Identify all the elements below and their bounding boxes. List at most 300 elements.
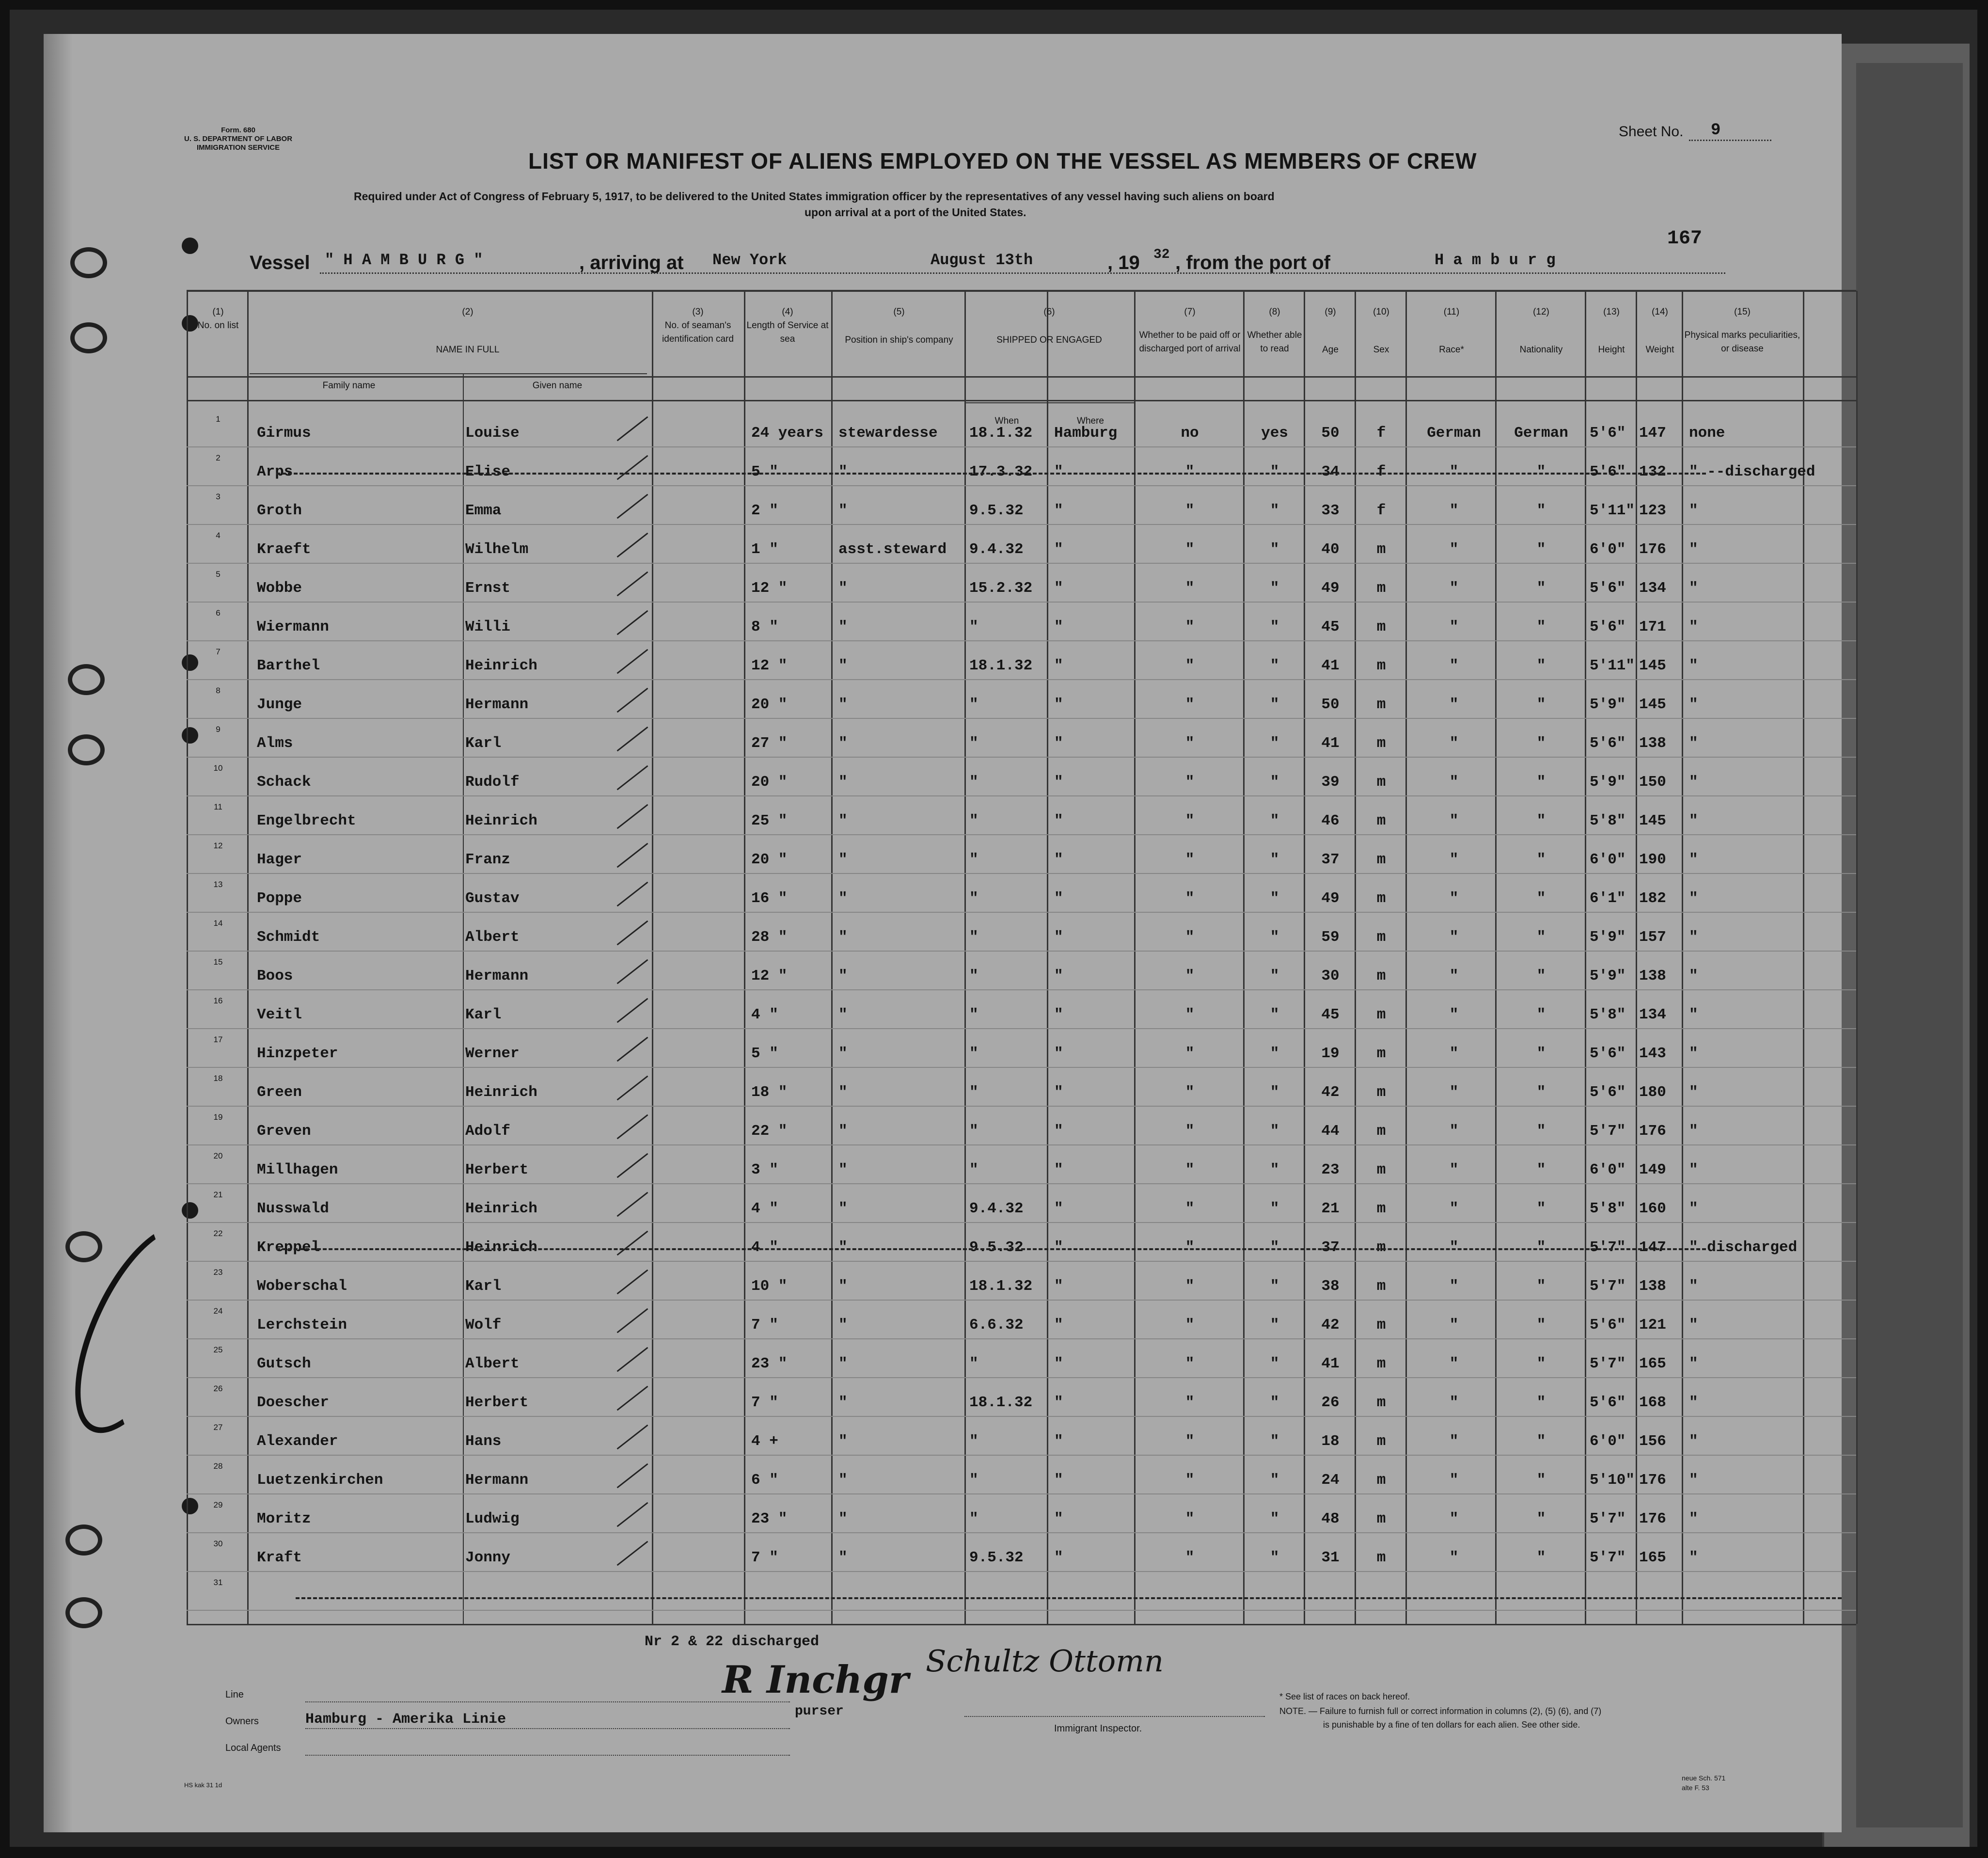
cell-paid: ": [1185, 1045, 1195, 1062]
cell-where: ": [1054, 1123, 1063, 1140]
cell-given: Jonny: [465, 1549, 511, 1566]
cell-service: 18 ": [751, 1084, 788, 1101]
cell-when: ": [969, 1355, 978, 1372]
cell-nat: ": [1536, 1006, 1546, 1023]
column-rule: [1355, 291, 1356, 1624]
cell-given: Gustav: [465, 890, 520, 907]
cell-nat: ": [1536, 1549, 1546, 1566]
cell-given: Heinrich: [465, 1200, 537, 1217]
cell-height: 5'7": [1590, 1549, 1626, 1566]
cell-read: ": [1270, 851, 1279, 868]
row-rule: [187, 446, 1856, 447]
col-2-header: (2) NAME IN FULL: [436, 307, 500, 355]
cell-given: Hans: [465, 1433, 502, 1450]
row-rule: [187, 795, 1856, 796]
cell-weight: 134: [1639, 580, 1666, 597]
row-rule: [187, 602, 1856, 603]
cell-given: Franz: [465, 851, 511, 868]
cell-height: 5'7": [1590, 1278, 1626, 1295]
cell-n: 14: [213, 919, 223, 928]
cell-sex: m: [1376, 1239, 1386, 1256]
row-rule: [187, 1455, 1856, 1456]
binder-ring: [68, 734, 105, 765]
cell-weight: 176: [1639, 1472, 1666, 1489]
cell-position: ": [838, 619, 848, 635]
cell-race: ": [1449, 1317, 1459, 1334]
cell-when: 15.2.32: [969, 580, 1033, 597]
cell-sex: m: [1376, 580, 1386, 597]
cell-paid: ": [1185, 1317, 1195, 1334]
cell-read: ": [1270, 929, 1279, 946]
cell-nat: ": [1536, 502, 1546, 519]
cell-paid: ": [1185, 1200, 1195, 1217]
cell-service: 16 ": [751, 890, 788, 907]
cell-paid: ": [1185, 1084, 1195, 1101]
cell-n: 30: [213, 1539, 223, 1548]
col-1-header: (1) No. on list: [197, 307, 239, 331]
arriving-port: New York: [712, 251, 787, 269]
cell-age: 41: [1321, 735, 1340, 752]
cell-weight: 145: [1639, 696, 1666, 713]
cell-read: ": [1270, 1394, 1279, 1411]
cell-service: 23 ": [751, 1510, 788, 1527]
col-2b-header: Given name: [532, 381, 583, 391]
cell-where: ": [1054, 696, 1063, 713]
cell-given: Karl: [465, 1006, 502, 1023]
row-rule: [187, 757, 1856, 758]
cell-position: ": [838, 580, 848, 597]
cell-height: 5'8": [1590, 1006, 1626, 1023]
col-6a-header: When: [994, 416, 1019, 426]
cell-n: 16: [213, 996, 223, 1005]
col-6b-header: Where: [1077, 416, 1104, 426]
cell-race: ": [1449, 580, 1459, 597]
cell-when: 18.1.32: [969, 1394, 1033, 1411]
cell-height: 6'0": [1590, 541, 1626, 558]
cell-height: 5'6": [1590, 463, 1626, 480]
cell-where: Hamburg: [1054, 425, 1118, 442]
cell-n: 13: [213, 880, 223, 889]
cell-sex: m: [1376, 1355, 1386, 1372]
cell-marks: none: [1689, 425, 1725, 442]
cell-service: 20 ": [751, 774, 788, 791]
cell-weight: 147: [1639, 1239, 1666, 1256]
cell-nat: German: [1514, 425, 1568, 442]
row-rule: [187, 951, 1856, 952]
cell-when: ": [969, 735, 978, 752]
cell-weight: 145: [1639, 657, 1666, 674]
cell-when: ": [969, 1006, 978, 1023]
cell-when: ": [969, 1123, 978, 1140]
cell-sex: m: [1376, 1084, 1386, 1101]
cell-service: 12 ": [751, 968, 788, 985]
cell-sex: f: [1376, 463, 1386, 480]
cell-weight: 132: [1639, 463, 1666, 480]
print-code: HS kak 31 1d: [184, 1781, 222, 1789]
cell-where: ": [1054, 1084, 1063, 1101]
column-rule: [1495, 291, 1497, 1624]
vessel-name: " H A M B U R G ": [325, 251, 483, 269]
cell-position: ": [838, 851, 848, 868]
cell-weight: 156: [1639, 1433, 1666, 1450]
row-rule: [187, 1222, 1856, 1223]
cell-nat: ": [1536, 657, 1546, 674]
column-rule: [964, 291, 966, 1624]
cell-paid: ": [1185, 1278, 1195, 1295]
cell-marks: ": [1689, 735, 1698, 752]
cell-marks: ": [1689, 1123, 1698, 1140]
cell-marks: ": [1689, 696, 1698, 713]
cell-age: 50: [1321, 696, 1340, 713]
cell-weight: 157: [1639, 929, 1666, 946]
cell-nat: ": [1536, 619, 1546, 635]
cell-nat: ": [1536, 968, 1546, 985]
cell-when: 18.1.32: [969, 1278, 1033, 1295]
cell-age: 34: [1321, 463, 1340, 480]
cell-service: 10 ": [751, 1278, 788, 1295]
cell-position: ": [838, 1317, 848, 1334]
column-rule: [1243, 291, 1245, 1624]
vessel-label: Vessel: [250, 252, 310, 273]
cell-service: 5 ": [751, 463, 778, 480]
cell-where: ": [1054, 1317, 1063, 1334]
cell-position: ": [838, 1510, 848, 1527]
cell-paid: ": [1185, 774, 1195, 791]
row-rule: [187, 1183, 1856, 1184]
cell-when: ": [969, 774, 978, 791]
fine-note: NOTE. — Failure to furnish full or correct information in columns (2), (5) (6), and (7): [1279, 1706, 1602, 1716]
cell-position: ": [838, 1549, 848, 1566]
cell-when: ": [969, 968, 978, 985]
cell-age: 33: [1321, 502, 1340, 519]
reference-new: neue Sch. 571: [1682, 1774, 1726, 1782]
cell-paid: ": [1185, 1161, 1195, 1178]
cell-read: yes: [1261, 425, 1288, 442]
cell-weight: 168: [1639, 1394, 1666, 1411]
cell-given: Wilhelm: [465, 541, 529, 558]
cell-read: ": [1270, 968, 1279, 985]
cell-where: ": [1054, 1472, 1063, 1489]
cell-paid: ": [1185, 1394, 1195, 1411]
cell-marks: ": [1689, 502, 1698, 519]
cell-race: German: [1427, 425, 1481, 442]
cell-n: 12: [213, 841, 223, 850]
cell-position: ": [838, 1355, 848, 1372]
cell-sex: m: [1376, 1317, 1386, 1334]
cell-height: 5'6": [1590, 580, 1626, 597]
cell-height: 6'1": [1590, 890, 1626, 907]
cell-n: 19: [213, 1112, 223, 1122]
cell-age: 45: [1321, 1006, 1340, 1023]
cell-race: ": [1449, 1239, 1459, 1256]
cell-position: ": [838, 929, 848, 946]
cell-sex: m: [1376, 812, 1386, 829]
cell-weight: 121: [1639, 1317, 1666, 1334]
cell-height: 5'6": [1590, 425, 1626, 442]
row-rule: [187, 1571, 1856, 1572]
cell-where: ": [1054, 1433, 1063, 1450]
cell-sex: m: [1376, 1433, 1386, 1450]
col-3-header: (3) No. of seaman's identification card: [662, 307, 734, 344]
column-rule: [187, 291, 188, 1624]
cell-race: ": [1449, 696, 1459, 713]
cell-given: Elise: [465, 463, 511, 480]
cell-weight: 160: [1639, 1200, 1666, 1217]
cell-given: Werner: [465, 1045, 520, 1062]
row-rule: [187, 1532, 1856, 1533]
cell-weight: 147: [1639, 425, 1666, 442]
cell-service: 5 ": [751, 1045, 778, 1062]
purser-signature: R Inchgr: [722, 1658, 909, 1702]
cell-sex: m: [1376, 1510, 1386, 1527]
binder-ring: [65, 1525, 102, 1556]
cell-nat: ": [1536, 1472, 1546, 1489]
cell-family: Schack: [257, 774, 311, 791]
cell-family: Kraft: [257, 1549, 302, 1566]
cell-family: Girmus: [257, 425, 311, 442]
cell-marks: ": [1689, 1549, 1698, 1566]
cell-sex: m: [1376, 890, 1386, 907]
cell-when: 18.1.32: [969, 425, 1033, 442]
cell-read: ": [1270, 502, 1279, 519]
cell-where: ": [1054, 812, 1063, 829]
punch-hole: [182, 1202, 198, 1219]
cell-when: 6.6.32: [969, 1317, 1024, 1334]
cell-age: 39: [1321, 774, 1340, 791]
cell-position: ": [838, 968, 848, 985]
cell-marks: ": [1689, 929, 1698, 946]
cell-paid: ": [1185, 735, 1195, 752]
column-rule: [744, 291, 745, 1624]
cell-height: 5'9": [1590, 774, 1626, 791]
row-rule: [187, 834, 1856, 835]
cell-n: 28: [213, 1461, 223, 1471]
cell-n: 10: [213, 763, 223, 773]
sheet-number-label: Sheet No.: [1619, 124, 1684, 140]
cell-nat: ": [1536, 541, 1546, 558]
cell-where: ": [1054, 929, 1063, 946]
cell-family: Woberschal: [257, 1278, 347, 1295]
cell-sex: m: [1376, 1161, 1386, 1178]
cell-age: 45: [1321, 619, 1340, 635]
cell-race: ": [1449, 1549, 1459, 1566]
cell-race: ": [1449, 1084, 1459, 1101]
cell-where: ": [1054, 1510, 1063, 1527]
cell-where: ": [1054, 657, 1063, 674]
cell-race: ": [1449, 1200, 1459, 1217]
cell-race: ": [1449, 1161, 1459, 1178]
cell-nat: ": [1536, 1510, 1546, 1527]
cell-nat: ": [1536, 1084, 1546, 1101]
cell-paid: ": [1185, 1549, 1195, 1566]
cell-nat: ": [1536, 580, 1546, 597]
cell-position: ": [838, 890, 848, 907]
manifest-title: LIST OR MANIFEST OF ALIENS EMPLOYED ON THE VESSEL AS MEMBERS OF CREW: [528, 148, 1477, 174]
cell-service: 1 ": [751, 541, 778, 558]
cell-height: 5'10": [1590, 1472, 1635, 1489]
cell-marks: ": [1689, 812, 1698, 829]
cell-race: ": [1449, 1510, 1459, 1527]
cell-family: Boos: [257, 968, 293, 985]
cell-when: 9.5.32: [969, 1239, 1024, 1256]
cell-given: Hermann: [465, 968, 529, 985]
cell-where: ": [1054, 1006, 1063, 1023]
from-port: H a m b u r g: [1435, 251, 1556, 269]
cell-n: 17: [213, 1035, 223, 1044]
cell-height: 5'9": [1590, 696, 1626, 713]
cell-sex: m: [1376, 1200, 1386, 1217]
cell-given: Heinrich: [465, 657, 537, 674]
cell-height: 5'7": [1590, 1123, 1626, 1140]
binder-ring: [65, 1597, 102, 1628]
cell-position: ": [838, 1161, 848, 1178]
cell-read: ": [1270, 890, 1279, 907]
cell-position: ": [838, 1123, 848, 1140]
cell-marks: ": [1689, 1006, 1698, 1023]
cell-n: 29: [213, 1500, 223, 1509]
cell-height: 5'6": [1590, 1084, 1626, 1101]
cell-age: 46: [1321, 812, 1340, 829]
cell-race: ": [1449, 774, 1459, 791]
cell-family: Veitl: [257, 1006, 302, 1023]
cell-family: Kreppel: [257, 1239, 320, 1256]
cell-when: ": [969, 1161, 978, 1178]
row-rule: [187, 640, 1856, 641]
cell-position: stewardesse: [838, 425, 938, 442]
row-rule: [187, 1067, 1856, 1068]
row-rule: [187, 485, 1856, 486]
cell-paid: ": [1185, 890, 1195, 907]
year-suffix: 32: [1153, 247, 1170, 262]
discharged-strikethrough: [276, 1248, 1706, 1250]
cell-race: ": [1449, 1472, 1459, 1489]
cell-when: ": [969, 1510, 978, 1527]
cell-given: Rudolf: [465, 774, 520, 791]
row-rule: [187, 1416, 1856, 1417]
cell-age: 50: [1321, 425, 1340, 442]
cell-given: Heinrich: [465, 1084, 537, 1101]
cell-marks: ": [1689, 1472, 1698, 1489]
cell-sex: m: [1376, 541, 1386, 558]
cell-sex: m: [1376, 1123, 1386, 1140]
cell-where: ": [1054, 580, 1063, 597]
discharged-note: Nr 2 & 22 discharged: [645, 1634, 820, 1650]
cell-age: 23: [1321, 1161, 1340, 1178]
cell-family: Junge: [257, 696, 302, 713]
cell-race: ": [1449, 929, 1459, 946]
cell-marks: ": [1689, 657, 1698, 674]
cell-given: Heinrich: [465, 812, 537, 829]
cell-paid: ": [1185, 619, 1195, 635]
cell-n: 27: [213, 1423, 223, 1432]
cell-family: Engelbrecht: [257, 812, 356, 829]
cell-n: 3: [216, 492, 221, 501]
cell-read: ": [1270, 696, 1279, 713]
reference-old: alte F. 53: [1682, 1784, 1709, 1792]
col-14-header: (14) Weight: [1645, 307, 1674, 355]
cell-marks: ": [1689, 541, 1698, 558]
cell-marks: ": [1689, 1084, 1698, 1101]
cell-weight: 138: [1639, 968, 1666, 985]
form-number: Form. 680: [221, 126, 255, 134]
column-rule: [1047, 291, 1048, 1624]
cell-read: ": [1270, 463, 1279, 480]
cell-family: Alms: [257, 735, 293, 752]
cell-paid: ": [1185, 1510, 1195, 1527]
cell-nat: ": [1536, 851, 1546, 868]
cell-when: 9.4.32: [969, 1200, 1024, 1217]
cell-age: 42: [1321, 1317, 1340, 1334]
cell-weight: 190: [1639, 851, 1666, 868]
cell-family: Moritz: [257, 1510, 311, 1527]
punch-hole: [182, 238, 198, 254]
cell-service: 25 ": [751, 812, 788, 829]
row-rule: [187, 873, 1856, 874]
cell-sex: m: [1376, 851, 1386, 868]
cell-sex: m: [1376, 1549, 1386, 1566]
row-rule: [187, 912, 1856, 913]
fine-note-2: is punishable by a fine of ten dollars for each alien. See other side.: [1323, 1720, 1580, 1730]
cell-family: Green: [257, 1084, 302, 1101]
cell-n: 23: [213, 1268, 223, 1277]
cell-n: 7: [216, 647, 221, 656]
cell-family: Nusswald: [257, 1200, 329, 1217]
year-prefix: , 19: [1107, 252, 1140, 273]
cell-age: 44: [1321, 1123, 1340, 1140]
cell-position: ": [838, 1239, 848, 1256]
cell-race: ": [1449, 1045, 1459, 1062]
cell-given: Wolf: [465, 1317, 502, 1334]
cell-height: 5'7": [1590, 1355, 1626, 1372]
cell-marks: ": [1689, 1161, 1698, 1178]
row-rule: [187, 679, 1856, 680]
row-rule: [187, 1261, 1856, 1262]
cell-age: 48: [1321, 1510, 1340, 1527]
races-note: * See list of races on back hereof.: [1279, 1692, 1410, 1701]
cell-nat: ": [1536, 1394, 1546, 1411]
cell-read: ": [1270, 1084, 1279, 1101]
col-15-header: (15) Physical marks peculiarities, or disease: [1684, 307, 1800, 354]
cell-height: 5'7": [1590, 1510, 1626, 1527]
cell-marks: ": [1689, 1317, 1698, 1334]
cell-position: ": [838, 735, 848, 752]
cell-position: ": [838, 812, 848, 829]
cell-read: ": [1270, 1200, 1279, 1217]
cell-race: ": [1449, 851, 1459, 868]
cell-read: ": [1270, 1123, 1279, 1140]
cell-height: 5'8": [1590, 812, 1626, 829]
cell-marks: ": [1689, 619, 1698, 635]
cell-weight: 176: [1639, 541, 1666, 558]
cell-given: Louise: [465, 425, 520, 442]
cell-family: Hinzpeter: [257, 1045, 338, 1062]
cell-weight: 176: [1639, 1123, 1666, 1140]
cell-where: ": [1054, 774, 1063, 791]
cell-race: ": [1449, 812, 1459, 829]
column-rule: [1856, 291, 1858, 1624]
cell-weight: 138: [1639, 735, 1666, 752]
cell-where: ": [1054, 502, 1063, 519]
row-rule: [187, 1028, 1856, 1029]
manifest-sheet: [44, 34, 1842, 1832]
arrival-date: August 13th: [931, 251, 1033, 269]
cell-nat: ": [1536, 890, 1546, 907]
binder-ring: [68, 664, 105, 695]
cell-read: ": [1270, 1549, 1279, 1566]
cell-weight: 180: [1639, 1084, 1666, 1101]
binder-ring: [70, 322, 107, 353]
cell-service: 22 ": [751, 1123, 788, 1140]
